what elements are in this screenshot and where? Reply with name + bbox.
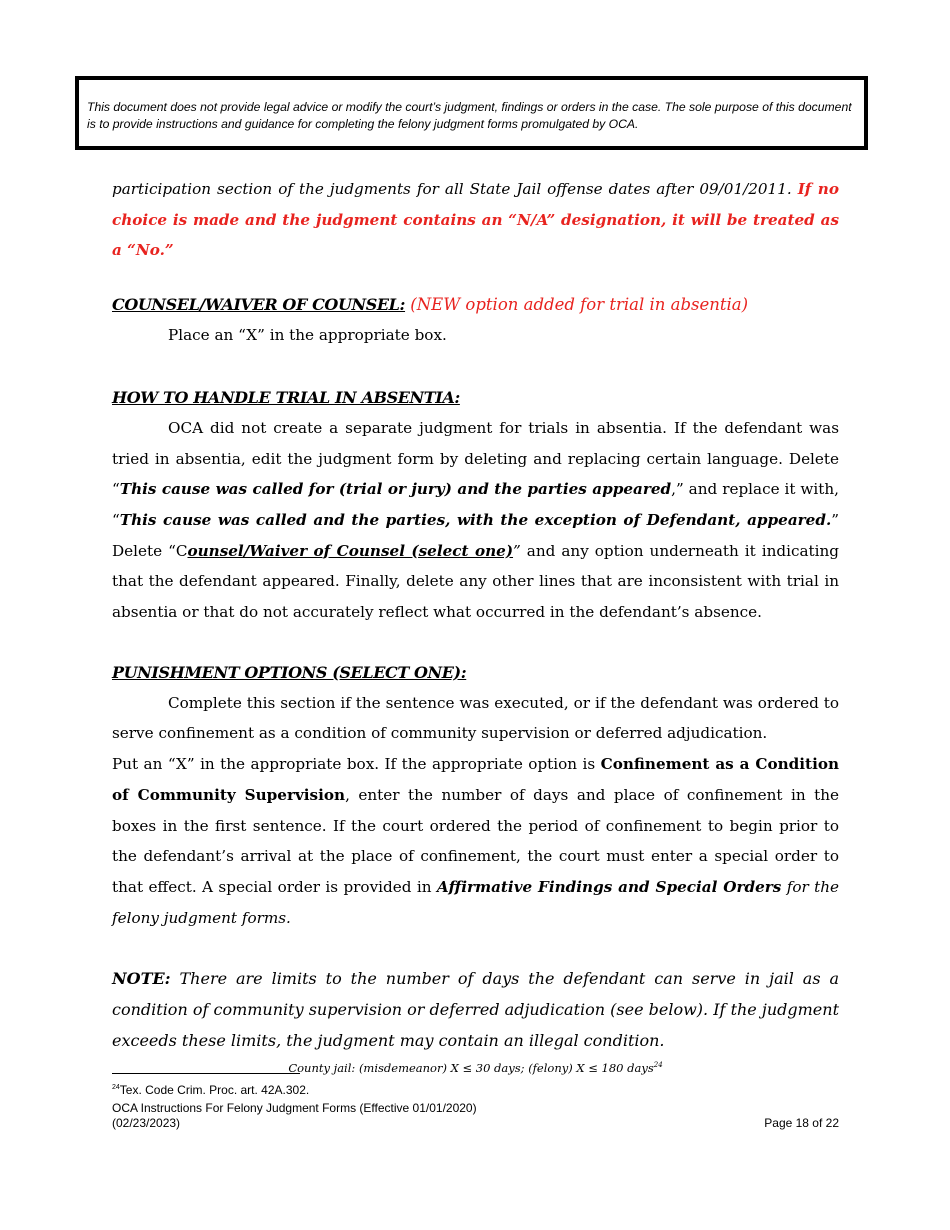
intro-text: participation section of the judgments for all State Jail offense dates after 09/01/2011. xyxy=(112,180,798,198)
confinement-option-name: Confinement as a Condition of Community Supervision xyxy=(112,755,840,804)
absentia-text-3: ” Delete “C xyxy=(112,510,839,560)
absentia-heading: HOW TO HANDLE TRIAL IN ABSENTIA: xyxy=(112,387,460,407)
counsel-heading: COUNSEL/WAIVER OF COUNSEL: xyxy=(112,295,406,315)
intro-warning: If no choice is made and the judgment contains an “N/A” designation, it will be treated as a “No.” xyxy=(112,180,839,260)
disclaimer-text: This document does not provide legal advice or modify the court’s judgment, findings or orders in the case. The sole purpose of this document is to provide instructions and guidance for completing the felony judgment forms promulgated by OCA. xyxy=(87,100,852,131)
punishment-text-a: Put an “X” in the appropriate box. If the appropriate option is xyxy=(112,755,601,774)
absentia-text-2: ,” and replace it with, “ xyxy=(112,480,839,529)
document-body xyxy=(112,174,839,1078)
footnote-text: Tex. Code Crim. Proc. art. 42A.302. xyxy=(119,1083,310,1097)
footer-title: OCA Instructions For Felony Judgment Forms (Effective 01/01/2020) xyxy=(112,1101,477,1115)
note-label: NOTE: xyxy=(112,969,171,989)
special-orders-reference: Affirmative Findings and Special Orders xyxy=(436,877,782,896)
county-jail-limits xyxy=(112,1058,839,1078)
disclaimer-box xyxy=(75,76,868,150)
counsel-new-option-note: (NEW option added for trial in absentia) xyxy=(405,295,749,315)
absentia-paragraph xyxy=(112,413,839,628)
footer-bottom-line xyxy=(112,1116,839,1131)
absentia-quote-2: This cause was called and the parties, with the exception of Defendant, appeared. xyxy=(119,510,832,529)
punishment-paragraph-1: Complete this section if the sentence was executed, or if the defendant was ordered to serve confinement as a condition of community supervision or deferred adjudication. xyxy=(112,693,839,743)
punishment-text-c: , enter the number of days and place of confinement in the boxes in the first sentence. If the court ordered the period of confinement to begin prior to the defendant’s arrival at the place of confinement, the court must enter a special order to that effect. A special order is provided in xyxy=(112,785,840,896)
punishment-text-e: for the felony judgment forms. xyxy=(112,877,840,927)
punishment-paragraph-2 xyxy=(112,749,839,933)
absentia-quote-1: This cause was called for (trial or jury) and the parties appeared xyxy=(119,480,672,499)
punishment-heading: PUNISHMENT OPTIONS (SELECT ONE): xyxy=(112,662,467,682)
page-number: Page 18 of 22 xyxy=(764,1116,839,1130)
counsel-instruction: Place an “X” in the appropriate box. xyxy=(168,326,447,345)
absentia-text-4: ” xyxy=(513,541,521,560)
footnote xyxy=(112,1083,839,1098)
footer-date: (02/23/2023) xyxy=(112,1116,181,1130)
note-text: There are limits to the number of days the defendant can serve in jail as a condition of community supervision or deferred adjudication (see below). If the judgment exceeds these limits, the judgment may contain an illegal condition. xyxy=(112,969,839,1050)
note-paragraph xyxy=(112,964,839,1056)
intro-paragraph xyxy=(112,174,839,266)
footnote-reference: 24 xyxy=(653,1061,663,1070)
footnote-divider xyxy=(112,1073,300,1074)
absentia-text-5: and any option underneath it indicating that the defendant appeared. Finally, delete any other lines that are inconsistent with trial in absentia or that do not accurately reflect what occurred in the defendant’s absence. xyxy=(112,541,839,622)
footnote-number: 24 xyxy=(112,1084,120,1091)
county-jail-text: County jail: (misdemeanor) X ≤ 30 days; (felony) X ≤ 180 days xyxy=(288,1061,654,1076)
absentia-text-1: OCA did not create a separate judgment for trials in absentia. If the defendant was tried in absentia, edit the judgment form by deleting and replacing certain language. Delete “ xyxy=(112,418,839,499)
counsel-section-heading xyxy=(112,295,405,314)
absentia-quote-3: ounsel/Waiver of Counsel (select one) xyxy=(187,541,514,560)
